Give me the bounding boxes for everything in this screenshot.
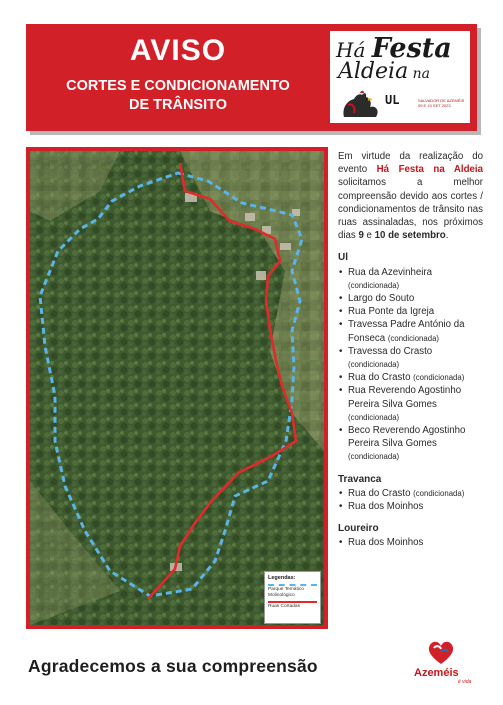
street-item <box>338 292 483 305</box>
street-list <box>338 487 483 513</box>
legend-title: Legendas: <box>268 575 296 581</box>
legend-park-label: Parque Temático Molinológico <box>268 587 304 598</box>
street-item <box>338 500 483 513</box>
notice-intro <box>338 150 483 242</box>
street-list <box>338 266 483 464</box>
page-title: AVISO <box>129 34 227 67</box>
map-legend <box>264 571 321 624</box>
street-condition: (condicionada) <box>387 333 440 343</box>
street-name: Rua do Crasto <box>348 372 411 384</box>
street-item <box>338 536 483 549</box>
section-title: Travanca <box>338 473 382 485</box>
logo-word-festa: Festa <box>371 33 452 64</box>
street-name: Beco Reverendo Agostinho Pereira Silva Gomes <box>348 425 466 450</box>
aerial-map <box>30 151 324 625</box>
event-logo <box>330 31 470 123</box>
street-item <box>338 384 483 424</box>
notice-event-name: Há Festa na Aldeia <box>376 164 483 176</box>
street-sections <box>338 251 483 549</box>
legend-dashed-swatch <box>268 584 317 586</box>
street-item <box>338 318 483 344</box>
street-item <box>338 371 483 384</box>
brand-tagline: é vida <box>458 679 472 685</box>
street-condition: (condicionada) <box>348 360 400 370</box>
logo-word-na: na <box>408 66 431 82</box>
logo-place: UL <box>385 93 400 107</box>
logo-line-2 <box>338 59 430 84</box>
street-item <box>338 424 483 464</box>
logo-date-text: SALVADOR DE AZEMÉIS 09 E 10 SET 2023 <box>418 98 465 108</box>
notice-day-2: 10 de setembro <box>374 230 446 242</box>
street-item <box>338 266 483 292</box>
subtitle-line-2: DE TRÂNSITO <box>128 97 228 113</box>
logo-word-aldeia: Aldeia <box>338 59 409 84</box>
street-item <box>338 305 483 318</box>
section-title: Ul <box>338 252 348 264</box>
legend-solid-swatch <box>268 601 317 603</box>
notice-column <box>338 150 483 550</box>
street-condition: (condicionada) <box>348 280 400 290</box>
notice-day-1: 9 <box>358 230 364 242</box>
street-name: Rua da Azevinheira <box>348 266 433 278</box>
street-name: Rua Ponte da Igreja <box>348 306 435 318</box>
street-condition: (condicionada) <box>348 412 400 422</box>
street-name: Rua dos Moinhos <box>348 501 424 513</box>
notice-text-3: e <box>363 230 375 242</box>
heart-icon <box>426 640 456 666</box>
notice-text-4: . <box>445 230 449 242</box>
street-name: Rua Reverendo Agostinho Pereira Silva Gomes <box>348 385 462 410</box>
street-item <box>338 345 483 371</box>
notice-text-1: Em virtude da realização do evento <box>338 151 483 176</box>
street-condition: (condicionada) <box>348 452 400 462</box>
subtitle-line-1: CORTES E CONDICIONAMENTO <box>66 78 290 94</box>
street-name: Largo do Souto <box>348 293 415 305</box>
legend-roads-label: Ruas Cortadas <box>268 604 300 609</box>
notice-text-2: solicitamos a melhor compreensão devido aos cortes / condicionamentos de trânsito nas ruas assinaladas, nos próximos dias <box>338 177 483 242</box>
page-subtitle <box>30 77 326 115</box>
thanks-message: Agradecemos a sua compreensão <box>28 656 318 676</box>
street-condition: (condicionada) <box>413 373 465 383</box>
azemeis-logo <box>412 640 482 690</box>
section-title: Loureiro <box>338 523 379 535</box>
street-condition: (condicionada) <box>413 488 465 498</box>
street-item <box>338 487 483 500</box>
street-list <box>338 536 483 549</box>
brand-name: Azeméis <box>414 667 459 679</box>
street-name: Rua dos Moinhos <box>348 537 424 549</box>
street-name: Travessa Padre António da Fonseca <box>348 319 465 344</box>
street-name: Travessa do Crasto <box>348 345 433 357</box>
street-name: Rua do Crasto <box>348 487 411 499</box>
logo-word-ha: Há <box>336 38 372 62</box>
rooster-icon <box>338 89 382 121</box>
